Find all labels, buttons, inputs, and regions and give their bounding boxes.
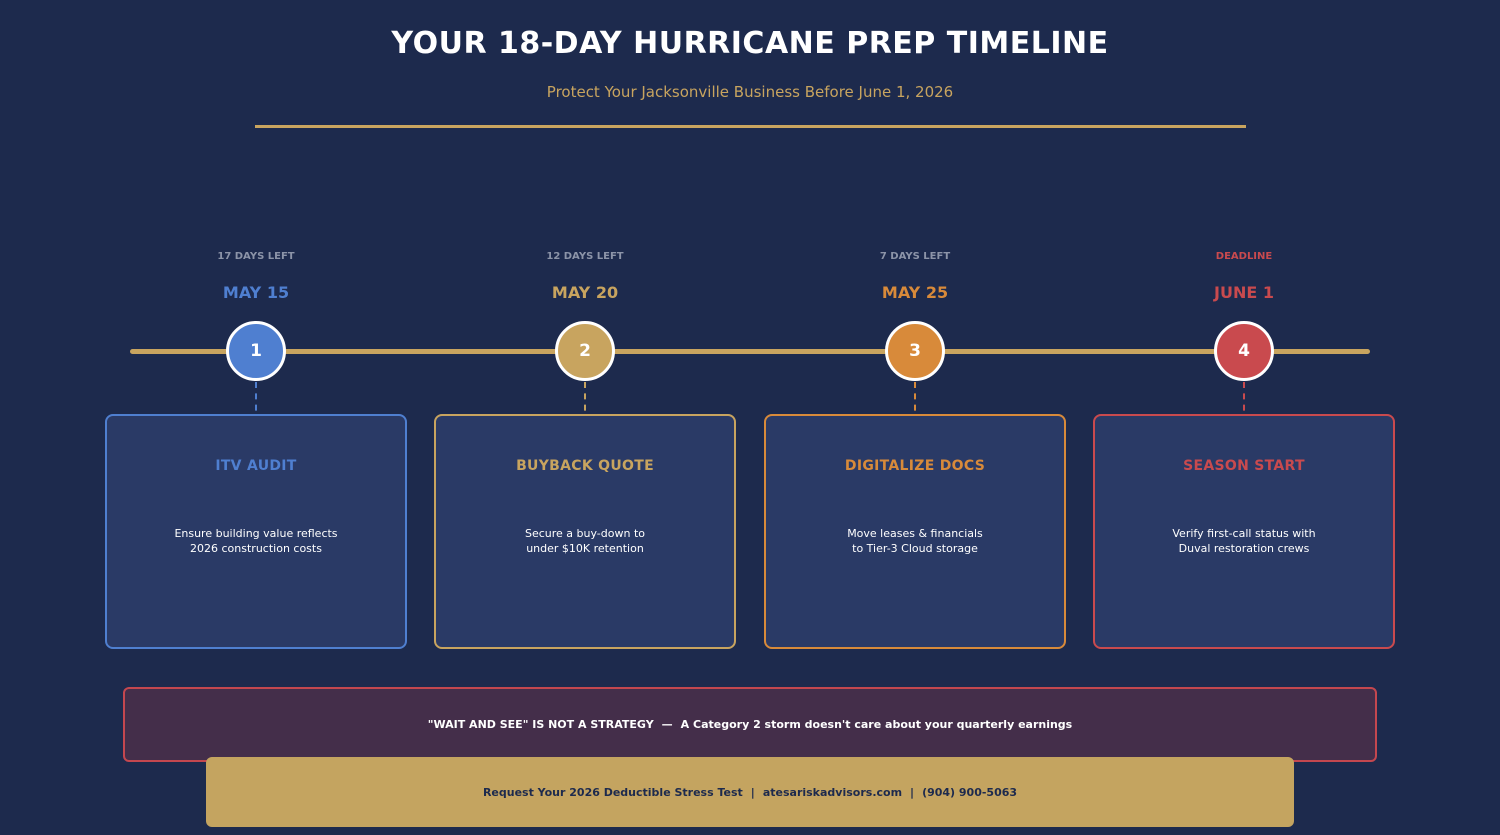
cta-phone-link[interactable]: (904) 900-5063 bbox=[922, 785, 1018, 799]
page-title: YOUR 18-DAY HURRICANE PREP TIMELINE bbox=[391, 26, 1109, 61]
timeline-step-2 bbox=[434, 0, 736, 650]
cta-offer[interactable]: Request Your 2026 Deductible Stress Test bbox=[482, 785, 743, 799]
warning-text: A Category 2 storm doesn't care about your quarterly earnings bbox=[680, 718, 1073, 731]
step-card-description-line: Verify first-call status with bbox=[1172, 527, 1316, 540]
step-card-description bbox=[1135, 526, 1353, 556]
step-days-left: 7 DAYS LEFT bbox=[879, 251, 951, 262]
cta-banner[interactable] bbox=[206, 757, 1294, 827]
step-date: MAY 15 bbox=[222, 283, 290, 302]
step-card-description-line: under $10K retention bbox=[526, 542, 644, 555]
warning-lead: "WAIT AND SEE" IS NOT A STRATEGY bbox=[427, 718, 654, 731]
step-days-left: DEADLINE bbox=[1215, 251, 1273, 262]
step-number-badge: 4 bbox=[1214, 321, 1274, 381]
step-card-title: BUYBACK QUOTE bbox=[516, 458, 654, 474]
step-days-left: 17 DAYS LEFT bbox=[217, 251, 295, 262]
page-subtitle: Protect Your Jacksonville Business Before June 1, 2026 bbox=[546, 83, 954, 101]
timeline-step-1 bbox=[105, 0, 407, 650]
step-card-description-line: 2026 construction costs bbox=[190, 542, 322, 555]
cta-separator: | bbox=[910, 785, 915, 799]
step-card-title: SEASON START bbox=[1183, 458, 1305, 474]
step-date: MAY 25 bbox=[881, 283, 949, 302]
cta-website-link[interactable]: atesariskadvisors.com bbox=[762, 785, 903, 799]
step-date: JUNE 1 bbox=[1214, 283, 1274, 302]
step-number-badge: 2 bbox=[555, 321, 615, 381]
step-card-title: DIGITALIZE DOCS bbox=[844, 458, 986, 474]
step-card-description-line: Ensure building value reflects bbox=[174, 527, 338, 540]
step-number-badge: 3 bbox=[885, 321, 945, 381]
cta-separator: | bbox=[750, 785, 755, 799]
step-card bbox=[434, 414, 736, 649]
step-card-description bbox=[806, 526, 1024, 556]
step-card-description bbox=[476, 526, 694, 556]
timeline-step-3 bbox=[764, 0, 1066, 650]
warning-banner bbox=[123, 687, 1377, 762]
step-card-title: ITV AUDIT bbox=[215, 458, 297, 474]
step-date: MAY 20 bbox=[551, 283, 619, 302]
timeline-step-4 bbox=[1093, 0, 1395, 650]
step-card-description-line: Secure a buy-down to bbox=[524, 527, 645, 540]
step-card-description-line: to Tier-3 Cloud storage bbox=[852, 542, 978, 555]
step-days-left: 12 DAYS LEFT bbox=[546, 251, 624, 262]
step-card-description-line: Duval restoration crews bbox=[1178, 542, 1310, 555]
warning-dash: — bbox=[661, 718, 673, 731]
step-number-badge: 1 bbox=[226, 321, 286, 381]
step-card-description-line: Move leases & financials bbox=[847, 527, 983, 540]
step-card-description bbox=[147, 526, 365, 556]
step-card bbox=[105, 414, 407, 649]
step-card bbox=[764, 414, 1066, 649]
step-card bbox=[1093, 414, 1395, 649]
